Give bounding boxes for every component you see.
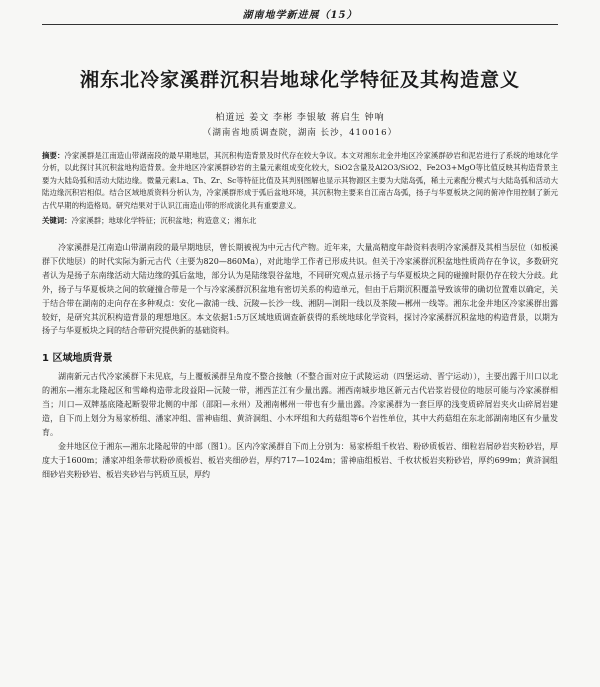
authors: 柏道远 姜文 李彬 李银敏 蒋启生 钟响 — [215, 113, 385, 123]
abstract-label: 摘要： — [42, 151, 65, 160]
abstract — [42, 150, 558, 212]
keywords — [42, 215, 558, 227]
paper-title: 湘东北冷家溪群沉积岩地球化学特征及其构造意义 — [79, 69, 520, 91]
running-header: 湖南地学新进展（15） — [242, 10, 358, 21]
abstract-text: 冷家溪群是江南造山带湖南段的最早期地层，其沉积构造背景及时代存在较大争议。本文对湘东北金井地区冷家溪群砂岩和泥岩进行了系统的地球化学分析，以此探讨其沉积盆地构造背景。金井地区冷家溪群砂岩的主量元素组成变化较大，SiO2含量及Al2O3/SiO2、Fe2O3+MgO等比值反映其构造背景主要为大陆岛弧和活动大陆边缘。微量元素La、Th、Zr、Sc等特征比值及其判别图解也显示其物源区主要为大陆岛弧，稀土元素配分模式与大陆岛弧和活动大陆边缘沉积岩相似。结合区域地质资料分析认为，冷家溪群形成于弧后盆地环境，其沉积物主要来自江南古岛弧，扬子与华夏板块之间的俯冲作用控制了新元古代早期的构造格局。研究结果对于认识江南造山带的形成演化具有重要意义。 — [42, 151, 558, 210]
affiliation: （湖南省地质调查院，湖南 长沙，410016） — [202, 128, 398, 138]
keywords-label: 关键词： — [42, 216, 72, 226]
keywords-text: 冷家溪群；地球化学特征；沉积盆地；构造意义；湘东北 — [71, 216, 257, 226]
section-paragraph: 湖南新元古代冷家溪群下未见底，与上覆板溪群呈角度不整合接触（不整合面对应于武陵运动（四堡运动、晋宁运动）），主要出露于川口以北的湘东—湘东北隆起区和雪峰构造带北段益阳—沅陵一带，湘西芷江有少量出露。湘西南城步地区新元古代岩浆岩侵位的地层可能与冷家溪群相当；川口—双牌基底隆起断裂带北侧的中部（邵阳—永州）及湘南郴州一带也有少量出露。冷家溪群为一套巨厚的浅变质碎屑岩夹火山碎屑岩建造，自下而上划分为易家桥组、潘家冲组、雷神庙组、黄浒洞组、小木坪组和大药菇组等6个岩性单位，其中大药菇组在东北部湖南地区有少量发育。 — [42, 372, 558, 437]
header-rule — [42, 24, 558, 25]
section-heading: 1 区域地质背景 — [42, 353, 113, 365]
section-paragraph: 金井地区位于湘东—湘东北隆起带的中部（图1）。区内冷家溪群自下而上分别为：易家桥组千枚岩、粉砂质板岩、细粒岩屑砂岩夹粉砂岩，厚度大于1600m；潘家冲组条带状粉砂质板岩、板岩夹细砂岩，厚约717—1024m；雷神庙组板岩、千枚状板岩夹粉砂岩，厚约699m；黄浒洞组细砂岩夹粉砂岩、板岩夹砂岩与钙质互层，厚约 — [42, 441, 558, 479]
intro-paragraph: 冷家溪群是江南造山带湖南段的最早期地层，曾长期被视为中元古代产物。近年来，大量高精度年龄资料表明冷家溪群及其相当层位（如板溪群下伏地层）的时代实际为新元古代（主要为820—860Ma），对此地学工作者已形成共识。但关于冷家溪群沉积盆地性质尚存在争议，多数研究者认为是扬子东南缘活动大陆边缘的弧后盆地，部分认为是陆缘裂谷盆地，不同研究观点显示扬子与华夏板块之间的碰撞时限仍存在较大分歧。此外，扬子与华夏板块之间的软碰撞合带是一个与冷家溪群沉积盆地有密切关系的构造单元，但由于后期沉积覆盖导致该带的确切位置难以确定，关于结合带在湖南的走向存在多种观点：安化—溆浦一线、沅陵—长沙一线、湘阴—浏阳一线以及茶陵—郴州一线等。湘东北金井地区冷家溪群出露较好，是研究其沉积构造背景的理想地区。本文依据1:5万区域地质调查新获得的系统地球化学资料，探讨冷家溪群沉积盆地的构造背景，以期为扬子与华夏板块之间的结合带研究提供新的基础资料。 — [42, 243, 558, 336]
